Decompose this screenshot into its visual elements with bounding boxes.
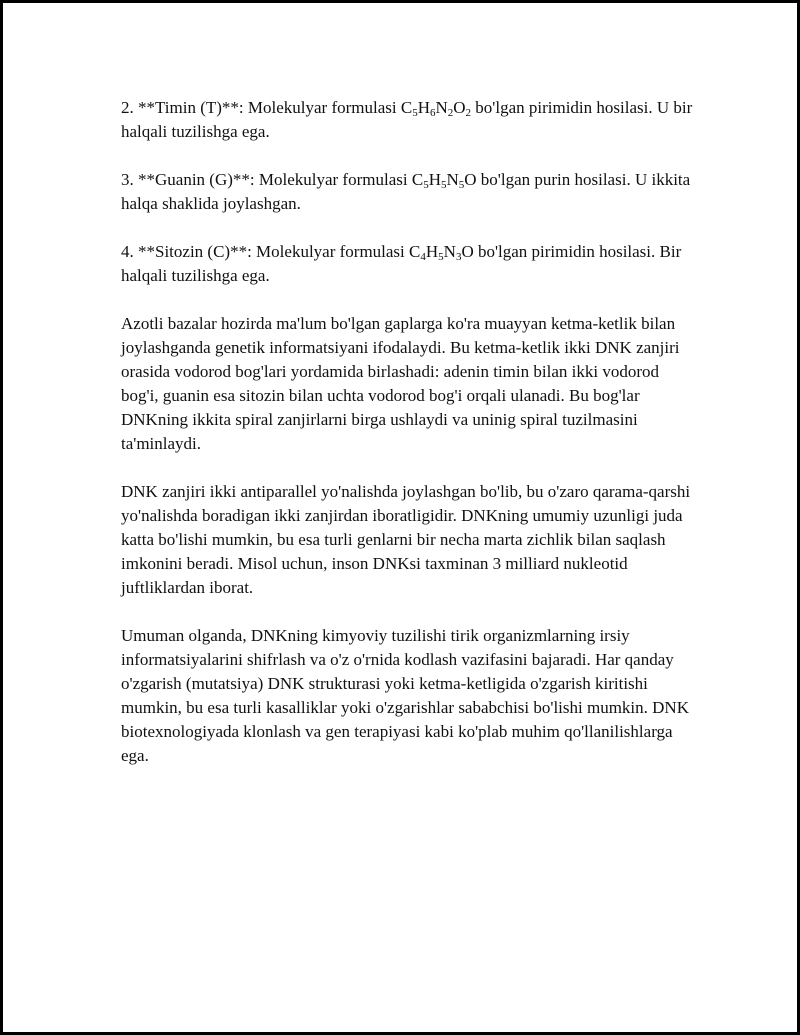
chemical-formula [412, 170, 477, 189]
formula-element: C [400, 98, 413, 117]
chemical-formula [409, 242, 474, 261]
chemical-formula [401, 98, 471, 117]
formula-element: O [464, 170, 477, 189]
formula-element: H [428, 170, 441, 189]
list-item-cytosine [121, 240, 696, 288]
formula-element: O [453, 98, 466, 117]
list-item-guanine [121, 168, 696, 216]
formula-subscript: 2 [447, 107, 454, 119]
formula-subscript: 4 [420, 251, 426, 263]
document-body [121, 96, 696, 792]
formula-subscript: 5 [440, 179, 447, 191]
formula-subscript: 5 [458, 179, 465, 191]
formula-element: C [411, 170, 424, 189]
item-text-suffix: bo'lgan purin hosilasi. U ikkita halqa shaklida joylashgan. [121, 170, 691, 213]
formula-subscript: 5 [423, 179, 429, 191]
formula-element: H [425, 242, 439, 261]
formula-element: C [409, 242, 421, 261]
formula-subscript: 2 [465, 107, 472, 119]
formula-element: O [461, 242, 474, 261]
paragraph-base-pairing: Azotli bazalar hozirda ma'lum bo'lgan gaplarga ko'ra muayyan ketma-ketlik bilan joylashganda genetik informatsiyani ifodalaydi. Bu ketma-ketlik ikki DNK zanjiri orasida vodorod bog'lari yordamida birlashadi: adenin timin bilan ikki vodorod bog'i, guanin esa sitozin bilan uchta vodorod bog'i orqali ulanadi. Bu bog'lar DNKning ikkita spiral zanjirlarni birga ushlaydi va uninig spiral tuzilmasini ta'minlaydi. [121, 314, 680, 453]
formula-subscript: 5 [438, 251, 444, 263]
formula-element: N [443, 242, 456, 261]
paragraph-antiparallel-strands: DNK zanjiri ikki antiparallel yo'nalishda joylashgan bo'lib, bu o'zaro qarama-qarshi yo'nalishda boradigan ikki zanjirdan iboratligidir. DNKning umumiy uzunligi juda katta bo'lishi mumkin, bu esa turli genlarni bir necha marta zichlik bilan saqlash imkonini beradi. Misol uchun, inson DNKsi taxminan 3 milliard nukleotid juftliklardan iborat. [121, 482, 691, 597]
formula-subscript: 3 [455, 251, 462, 263]
item-text-prefix: 2. **Timin (T)**: Molekulyar formulasi [121, 98, 401, 117]
formula-subscript: 5 [412, 107, 418, 119]
formula-subscript: 6 [429, 107, 436, 119]
list-item-thymine [121, 96, 696, 144]
item-text-prefix: 4. **Sitozin (C)**: Molekulyar formulasi [121, 242, 410, 261]
item-text-suffix: bo'lgan pirimidin hosilasi. U bir halqali tuzilishga ega. [121, 98, 693, 141]
formula-element: N [446, 170, 459, 189]
formula-element: H [417, 98, 430, 117]
item-text-suffix: bo'lgan pirimidin hosilasi. Bir halqali tuzilishga ega. [121, 242, 682, 285]
formula-element: N [435, 98, 448, 117]
paragraph-conclusion: Umuman olganda, DNKning kimyoviy tuzilishi tirik organizmlarning irsiy informatsiyalarini shifrlash va o'z o'rnida kodlash vazifasini bajaradi. Har qanday o'zgarish (mutatsiya) DNK strukturasi yoki ketma-ketligida o'zgarish kiritishi mumkin, bu esa turli kasalliklar yoki o'zgarishlar sababchisi bo'lishi mumkin. DNK biotexnologiyada klonlash va gen terapiyasi kabi ko'plab muhim qo'llanilishlarga ega. [121, 626, 689, 765]
item-text-prefix: 3. **Guanin (G)**: Molekulyar formulasi [121, 170, 412, 189]
